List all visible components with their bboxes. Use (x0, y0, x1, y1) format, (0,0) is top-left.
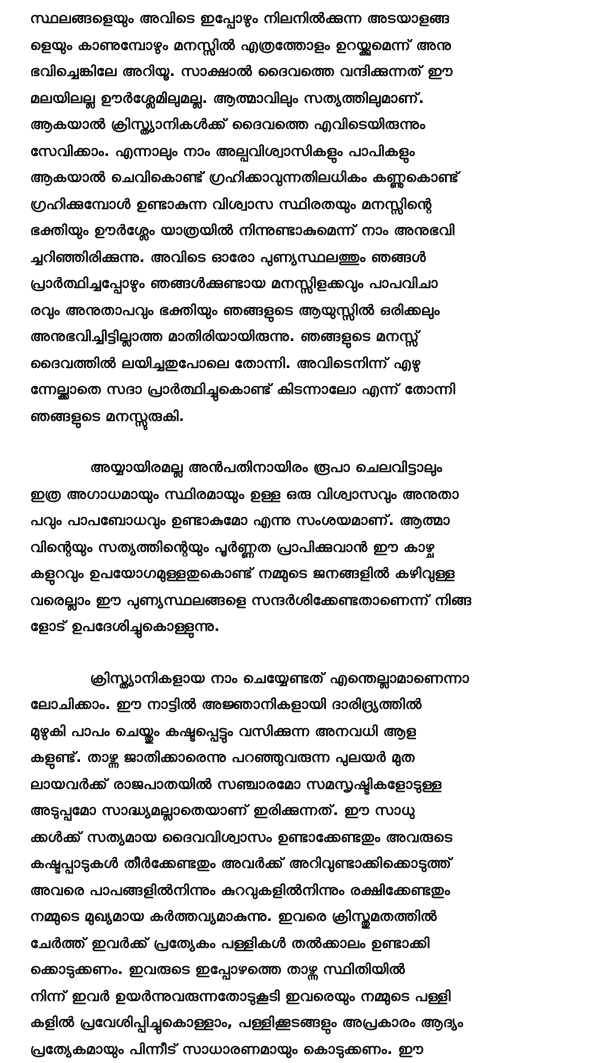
text-line: ളെയും കാണുമ്പോഴും മനസ്സിൽ എത്രത്തോളം ഉറയ്ക്കുമെന്ന് അനു (30, 33, 578, 60)
text-line: ഭവിച്ചെങ്കിലേ അറിയൂ. സാക്ഷാൽ ദൈവത്തെ വന്ദിക്കുന്നത് ഈ (30, 59, 578, 86)
text-line: നമ്മുടെ മുഖ്യമായ കർത്തവ്യമാകുന്നു. ഇവരെ ക്രിസ്തുമതത്തിൽ (30, 904, 578, 931)
text-line: ച്ചറിഞ്ഞിരിക്കുന്നു. അവിടെ ഓരോ പുണ്യസ്ഥലത്തും ഞങ്ങൾ (30, 245, 578, 272)
text-line: സേവിക്കാം. എന്നാലും നാം അല്പവിശ്വാസികളും പാപികളും (30, 139, 578, 166)
text-line: ക്കൾക്ക് സത്യമായ ദൈവവിശ്വാസം ഉണ്ടാക്കേണ്ടതും അവരുടെ (30, 825, 578, 852)
text-line: പ്രാർത്ഥിച്ചപ്പോഴും ഞങ്ങൾക്കുണ്ടായ മനസ്സിളക്കവും പാപവിചാ (30, 271, 578, 298)
text-line: ആകയാൽ ചെവികൊണ്ട് ഗ്രഹിക്കാവുന്നതിലധികം കണ്ണുകൊണ്ട് (30, 165, 578, 192)
text-line: ഞങ്ങളുടെ മനസ്സുരുകി. (30, 404, 578, 431)
text-line: അയ്യായിരമല്ല അൻപതിനായിരം രൂപാ ചെലവിട്ടാലും (30, 455, 578, 482)
text-line: ലോചിക്കാം. ഈ നാട്ടിൽ അജ്ഞാനികളായി ദാരിദ്ര്യത്തിൽ (30, 692, 578, 719)
text-line: ആകയാൽ ക്രിസ്ത്യാനികൾക്ക് ദൈവത്തെ എവിടെയിരുന്നും (30, 112, 578, 139)
text-line: അവരെ പാപങ്ങളിൽനിന്നും കുറവുകളിൽനിന്നും രക്ഷിക്കേണ്ടതും (30, 878, 578, 905)
text-line: വരെല്ലാം ഈ പുണ്യസ്ഥലങ്ങളെ സന്ദർശിക്കേണ്ടതാണെന്ന് നിങ്ങ (30, 588, 578, 615)
paragraph-1 (30, 6, 578, 430)
text-line: ക്കൊടുക്കണം. ഇവരുടെ ഇപ്പോഴത്തെ താഴ്ന്ന സ്ഥിതിയിൽ (30, 957, 578, 984)
text-line: വിന്റെയും സത്യത്തിന്റെയും പൂർണ്ണത പ്രാപിക്കുവാൻ ഈ കാഴ്ച (30, 535, 578, 562)
text-line: ഭക്തിയും ഊർശ്ലേം യാത്രയിൽ നിന്നുണ്ടാകുമെന്ന് നാം അനുഭവി (30, 218, 578, 245)
text-line: പവും പാപബോധവും ഉണ്ടാകുമോ എന്നു സംശയമാണ്. ആത്മാ (30, 508, 578, 535)
text-line: പ്രത്യേകമായും പിന്നീട് സാധാരണമായും കൊടുക്കണം. ഈ (30, 1037, 578, 1063)
text-line: നിന്ന് ഇവർ ഉയർന്നുവരുന്നതോടുകൂടി ഇവരെയും നമ്മുടെ പള്ളി (30, 984, 578, 1011)
text-line: മലയിലല്ല ഊർശ്ലേമിലുമല്ല. ആത്മാവിലും സത്യത്തിലുമാണ്. (30, 86, 578, 113)
text-line: രവും അനുതാപവും ഭക്തിയും ഞങ്ങളുടെ ആയുസ്സിൽ ഒരിക്കലും (30, 298, 578, 325)
paragraph-gap (30, 430, 578, 455)
text-line: സ്ഥലങ്ങളെയും അവിടെ ഇപ്പോഴും നിലനിൽക്കുന്ന അടയാളങ്ങ (30, 6, 578, 33)
text-line: കളുറവും ഉപയോഗമുള്ളതുകൊണ്ട് നമ്മുടെ ജനങ്ങളിൽ കഴിവുള്ള (30, 561, 578, 588)
text-line: കഷ്ടപ്പാടുകൾ തീർക്കേണ്ടതും അവർക്ക് അറിവുണ്ടാക്കിക്കൊടുത്ത് (30, 851, 578, 878)
text-line: ഗ്രഹിക്കുമ്പോൾ ഉണ്ടാകുന്ന വിശ്വാസ സ്ഥിരതയും മനസ്സിന്റെ (30, 192, 578, 219)
text-line: അനുഭവിച്ചിട്ടില്ലാത്ത മാതിരിയായിരുന്നു. ഞങ്ങളുടെ മനസ്സ് (30, 324, 578, 351)
paragraph-gap (30, 641, 578, 666)
text-line: ഇത്ര അഗാധമായും സ്ഥിരമായും ഉള്ള ഒരു വിശ്വാസവും അനുതാ (30, 482, 578, 509)
text-line: കളുണ്ട്. താഴ്ന്ന ജാതിക്കാരെന്നു പറഞ്ഞുവരുന്ന പുലയർ മുത (30, 745, 578, 772)
text-line: ക്രിസ്ത്യാനികളായ നാം ചെയ്യേണ്ടത് എന്തെല്ലാമാണെന്നാ (30, 666, 578, 693)
text-line: ലായവർക്ക് രാജപാതയിൽ സഞ്ചാരമോ സമസൃഷ്ടികളോടുള്ള (30, 772, 578, 799)
text-line: അടുപ്പമോ സാദ്ധ്യമല്ലാതെയാണ് ഇരിക്കുന്നത്. ഈ സാധു (30, 798, 578, 825)
text-line: മുഴുകി പാപം ചെയ്തും കഷ്ടപ്പെട്ടും വസിക്കുന്ന അനവധി ആള (30, 719, 578, 746)
text-line: ദൈവത്തിൽ ലയിച്ചതുപോലെ തോന്നി. അവിടെനിന്ന് എഴു (30, 351, 578, 378)
paragraph-2 (30, 455, 578, 641)
text-line: കളിൽ പ്രവേശിപ്പിച്ചുകൊള്ളാം, പള്ളിക്കൂടങ്ങളും അപ്രകാരം ആദ്യം (30, 1010, 578, 1037)
text-line: ളോട് ഉപദേശിച്ചുകൊള്ളുന്നു. (30, 614, 578, 641)
paragraph-3 (30, 666, 578, 1063)
text-line: ന്നേല്ക്കാതെ സദാ പ്രാർത്ഥിച്ചുകൊണ്ട് കിടന്നാലോ എന്ന് തോന്നി (30, 377, 578, 404)
text-line: ചേർത്ത് ഇവർക്ക് പ്രത്യേകം പള്ളികൾ തൽക്കാലം ഉണ്ടാക്കി (30, 931, 578, 958)
